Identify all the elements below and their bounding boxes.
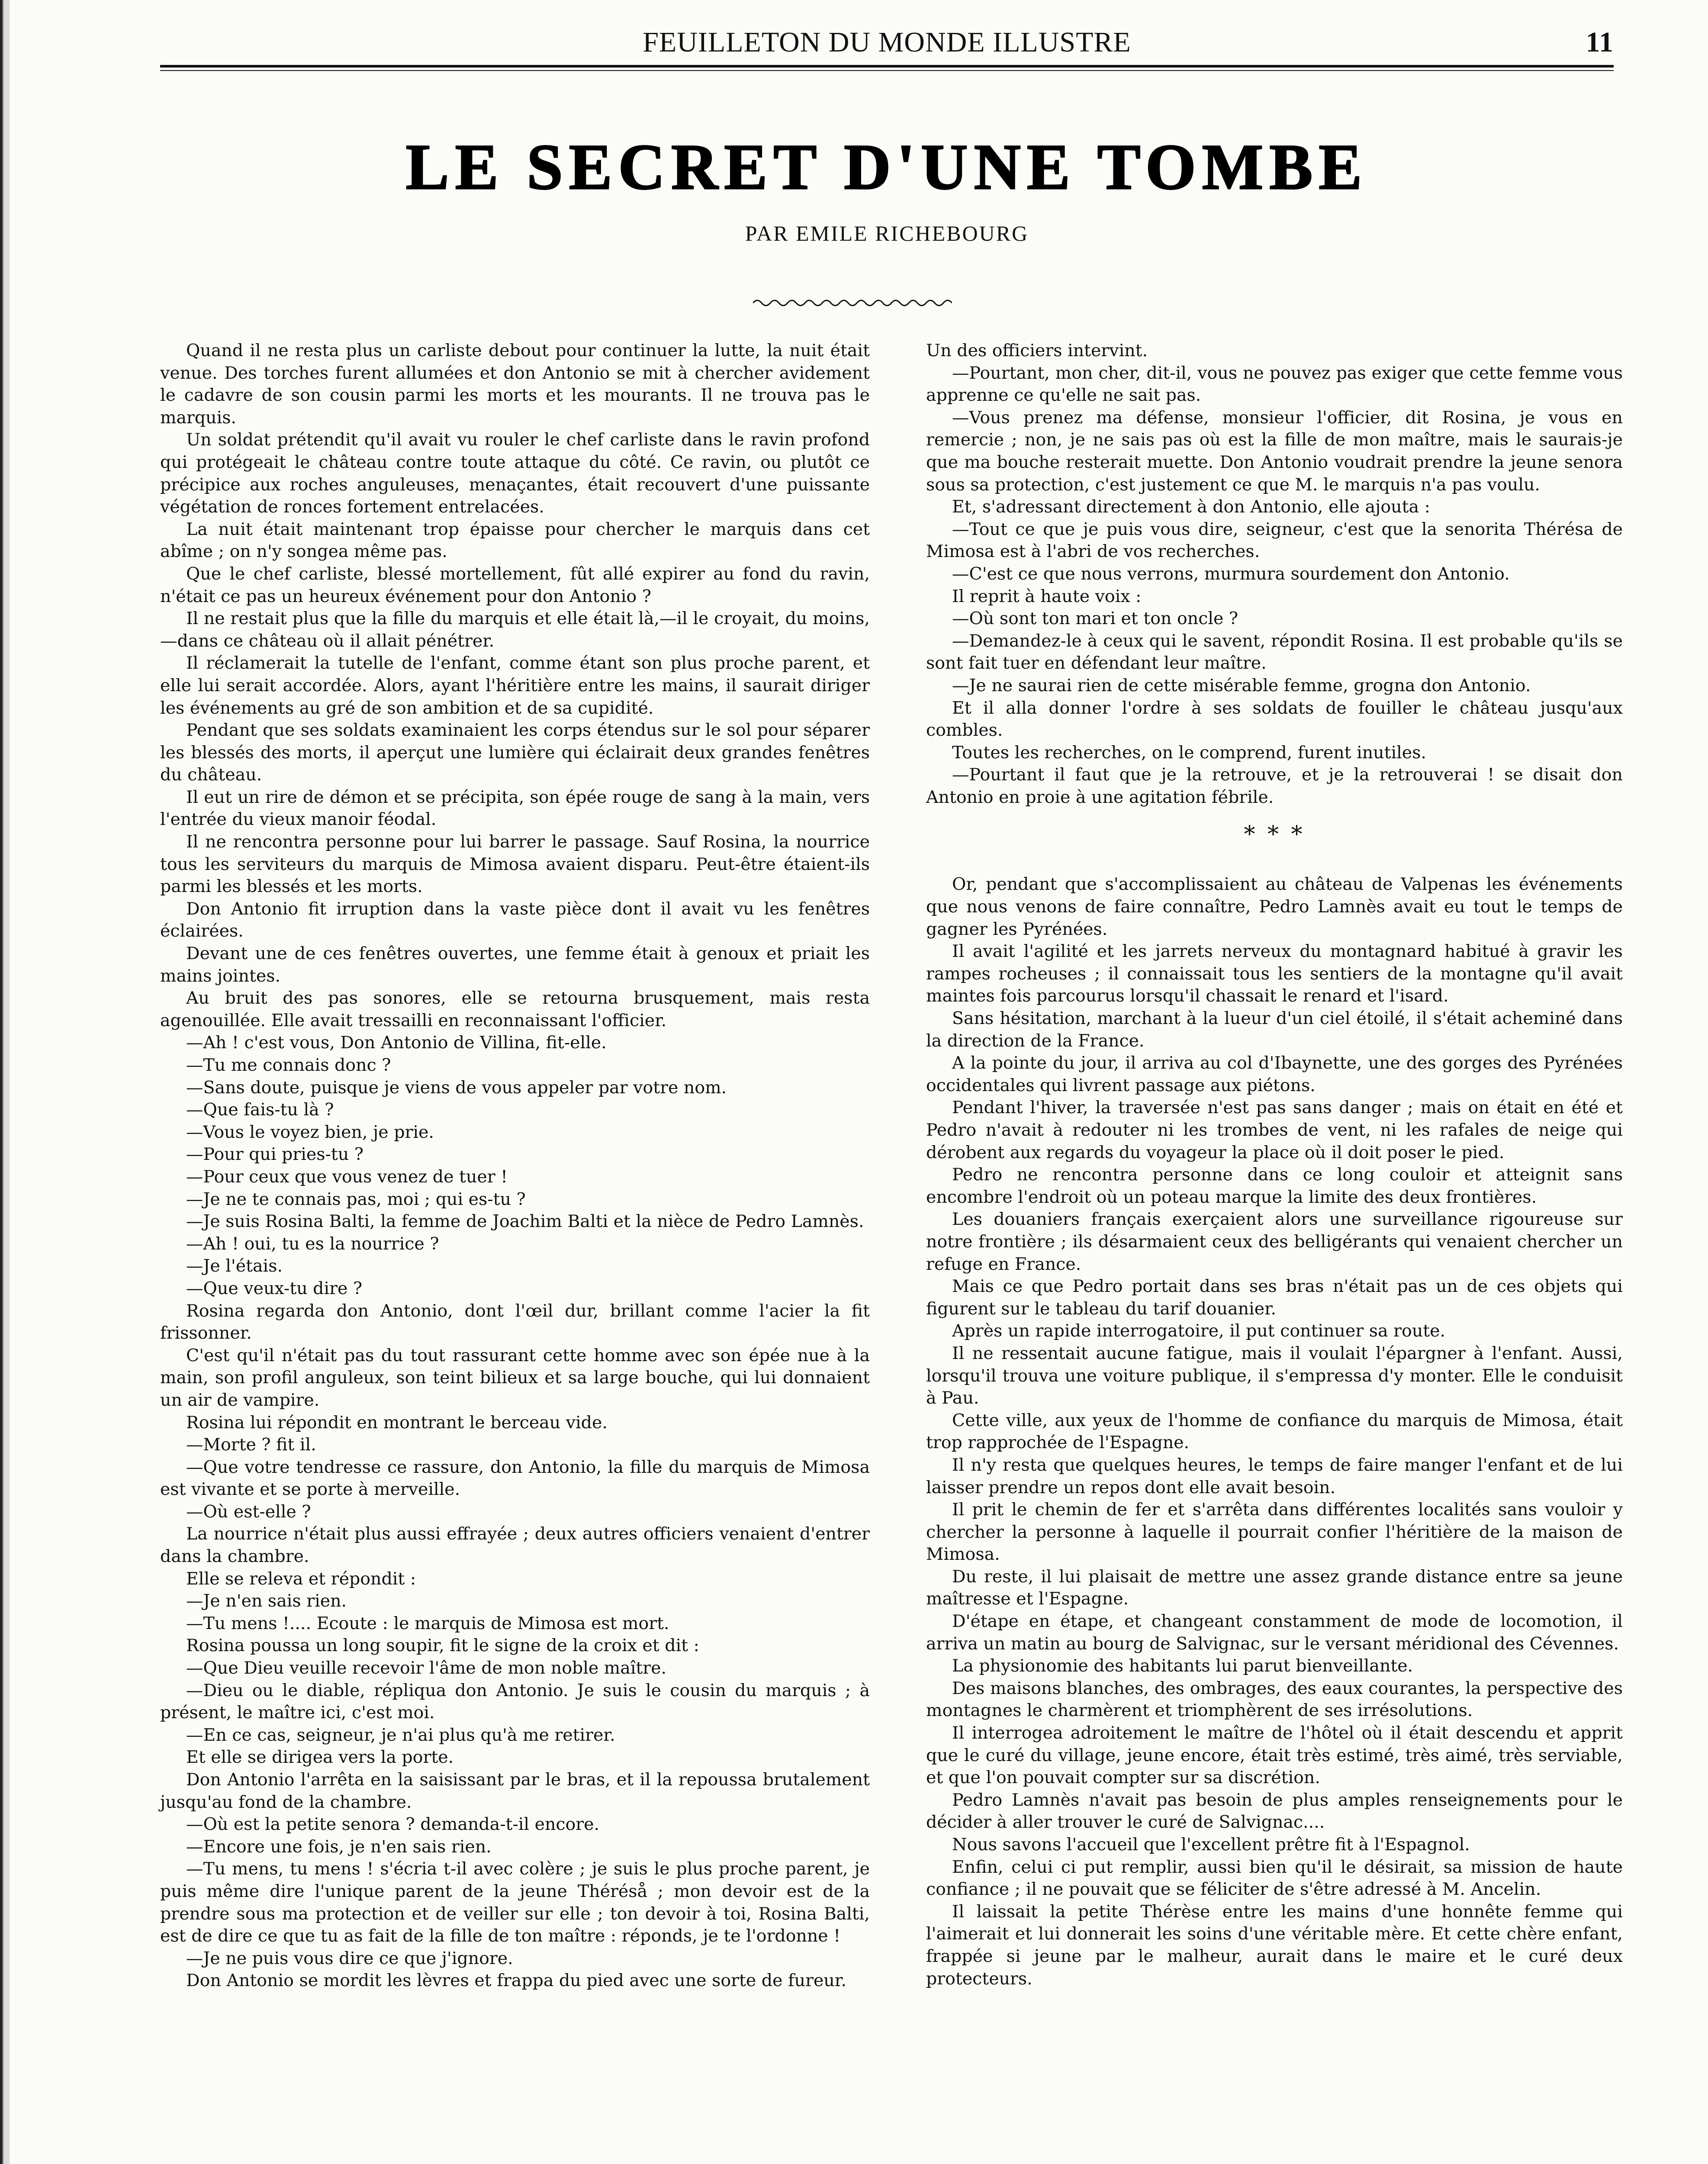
paragraph: Il prit le chemin de fer et s'arrêta dans différentes localités sans vouloir y chercher la personne à laquelle il pourrait confier l'héritière de la maison de Mimosa. xyxy=(926,1500,1623,1565)
right-column-part2 xyxy=(926,873,1623,1990)
header-rule-thin xyxy=(160,70,1614,71)
paragraph: —Je ne puis vous dire ce que j'ignore. xyxy=(186,1948,513,1968)
paragraph: Pendant que ses soldats examinaient les corps étendus sur le sol pour séparer les blessés des morts, il aperçut une lumière qui éclairait deux grandes fenêtres du château. xyxy=(160,720,870,785)
paragraph: Il interrogea adroitement le maître de l'hôtel où il était descendu et apprit que le curé du village, jeune encore, était très estimé, très aimé, très serviable, et que l'on pouvait compter sur sa discrétion. xyxy=(926,1723,1623,1788)
paragraph: Et il alla donner l'ordre à ses soldats de fouiller le château jusqu'aux combles. xyxy=(926,698,1623,741)
paragraph: Après un rapide interrogatoire, il put continuer sa route. xyxy=(952,1321,1446,1341)
paragraph: Mais ce que Pedro portait dans ses bras n'était pas un de ces objets qui figurent sur le tableau du tarif douanier. xyxy=(926,1276,1623,1319)
paragraph: —Que fais-tu là ? xyxy=(186,1100,334,1120)
paragraph: Cette ville, aux yeux de l'homme de confiance du marquis de Mimosa, était trop rapprochée de l'Espagne. xyxy=(926,1410,1623,1453)
paragraph: —Pour qui pries-tu ? xyxy=(186,1144,363,1165)
paragraph: —Sans doute, puisque je viens de vous appeler par votre nom. xyxy=(186,1077,727,1098)
paragraph: —Je suis Rosina Balti, la femme de Joachim Balti et la nièce de Pedro Lamnès. xyxy=(186,1211,864,1232)
paragraph: —Que votre tendresse ce rassure, don Antonio, la fille du marquis de Mimosa est vivante et se porte à merveille. xyxy=(160,1457,870,1500)
header-rule-thick xyxy=(160,65,1614,68)
paragraph: —Que veux-tu dire ? xyxy=(186,1278,363,1298)
paragraph: Il laissait la petite Thérèse entre les mains d'une honnête femme qui l'aimerait et lui donnerait les soins d'une véritable mère. Et cette chère enfant, frappée si jeune par le malheur, aurait dans le maire et le curé deux protecteurs. xyxy=(926,1901,1623,1989)
paragraph: Un soldat prétendit qu'il avait vu rouler le chef carliste dans le ravin profond qui protégeait le château contre toute attaque du côté. Ce ravin, ou plutôt ce précipice aux roches anguleuses, menaçantes, était recouvert d'une puissante végétation de ronces fortement entrelacées. xyxy=(160,430,870,517)
paragraph: Sans hésitation, marchant à la lueur d'un ciel étoilé, il s'était acheminé dans la direction de la France. xyxy=(926,1008,1623,1051)
paragraph: Rosina lui répondit en montrant le berceau vide. xyxy=(186,1412,608,1433)
paragraph: Toutes les recherches, on le comprend, furent inutiles. xyxy=(952,742,1426,763)
paragraph: Au bruit des pas sonores, elle se retourna brusquement, mais resta agenouillée. Elle avait tressailli en reconnaissant l'officier. xyxy=(160,988,870,1030)
paragraph: Rosina regarda don Antonio, dont l'œil dur, brillant comme l'acier la fit frissonner. xyxy=(160,1301,870,1343)
paragraph: Il reprit à haute voix : xyxy=(952,586,1142,606)
paragraph: Pendant l'hiver, la traversée n'est pas sans danger ; mais on était en été et Pedro n'avait à redouter ni les trombes de vent, ni les rafales de neige qui dérobent aux regards du voyageur la place où il doit poser le pied. xyxy=(926,1098,1623,1163)
paragraph: Quand il ne resta plus un carliste debout pour continuer la lutte, la nuit était venue. Des torches furent allumées et don Antonio se mit à chercher avidement le cadavre de son cousin parmi les morts et les mourants. Il ne trouva pas le marquis. xyxy=(160,341,870,428)
paragraph: —Tu mens !.... Ecoute : le marquis de Mimosa est mort. xyxy=(186,1613,669,1633)
paragraph: Devant une de ces fenêtres ouvertes, une femme était à genoux et priait les mains jointes. xyxy=(160,944,870,986)
paragraph: —Tu me connais donc ? xyxy=(186,1055,391,1075)
paragraph: Rosina poussa un long soupir, fit le signe de la croix et dit : xyxy=(186,1636,699,1656)
paragraph: Les douaniers français exerçaient alors une surveillance rigoureuse sur notre frontière ; ils désarmaient ceux des belligérants qui venaient chercher un refuge en France. xyxy=(926,1209,1623,1274)
paragraph: La physionomie des habitants lui parut bienveillante. xyxy=(952,1656,1413,1676)
paragraph: Il n'y resta que quelques heures, le temps de faire manger l'enfant et de lui laisser prendre un repos dont elle avait besoin. xyxy=(926,1455,1623,1497)
scan-edge xyxy=(0,0,10,2164)
paragraph: Don Antonio se mordit les lèvres et frappa du pied avec une sorte de fureur. xyxy=(186,1971,846,1991)
paragraph: Enfin, celui ci put remplir, aussi bien qu'il le désirait, sa mission de haute confiance ; il ne pouvait que se féliciter de s'être adressé à M. Ancelin. xyxy=(926,1857,1623,1900)
article-byline: PAR EMILE RICHEBOURG xyxy=(745,221,1029,245)
paragraph: —Morte ? fit il. xyxy=(186,1435,316,1455)
paragraph: —Où sont ton mari et ton oncle ? xyxy=(952,609,1238,629)
paragraph: Un des officiers intervint. xyxy=(926,341,1148,361)
paragraph: —Où est-elle ? xyxy=(186,1501,311,1522)
running-title: FEUILLETON DU MONDE ILLUSTRE xyxy=(643,26,1131,58)
paragraph: Pedro ne rencontra personne dans ce long couloir et atteignit sans encombre l'endroit où un poteau marque la limite des deux frontières. xyxy=(926,1165,1623,1207)
paragraph: A la pointe du jour, il arriva au col d'Ibaynette, une des gorges des Pyrénées occidentales qui livrent passage aux piétons. xyxy=(926,1053,1623,1095)
paragraph: —C'est ce que nous verrons, murmura sourdement don Antonio. xyxy=(952,564,1510,584)
paragraph: Il ne restait plus que la fille du marquis et elle était là,—il le croyait, du moins,—dans ce château où il allait pénétrer. xyxy=(160,609,870,651)
paragraph: La nuit était maintenant trop épaisse pour chercher le marquis dans cet abîme ; on n'y songea même pas. xyxy=(160,519,870,562)
paragraph: —Vous le voyez bien, je prie. xyxy=(186,1122,434,1142)
paragraph: —Je l'étais. xyxy=(186,1256,283,1276)
paragraph: —Tu mens, tu mens ! s'écria t-il avec colère ; je suis le plus proche parent, je puis même dire l'unique parent de la jeune Théréså ; mon devoir est de la prendre sous ma protection et de veiller sur elle ; ton devoir à toi, Rosina Balti, est de dire ce que tu as fait de la fille de ton maître : réponds, je te l'ordonne ! xyxy=(160,1859,870,1946)
paragraph: —Vous prenez ma défense, monsieur l'officier, dit Rosina, je vous en remercie ; non, je ne sais pas où est la fille de mon maître, mais le saurais-je que ma bouche resterait muette. Don Antonio voudrait prendre la jeune senora sous sa protection, c'est justement ce que M. le marquis n'a pas voulu. xyxy=(926,407,1623,495)
ornament-squiggle xyxy=(753,294,952,312)
paragraph: —Que Dieu veuille recevoir l'âme de mon noble maître. xyxy=(186,1658,667,1678)
right-column-part1 xyxy=(926,340,1623,808)
paragraph: —Pourtant, mon cher, dit-il, vous ne pouvez pas exiger que cette femme vous apprenne ce qu'elle ne sait pas. xyxy=(926,363,1623,406)
paragraph: —Demandez-le à ceux qui le savent, répondit Rosina. Il est probable qu'ils se sont fait tuer en défendant leur maître. xyxy=(926,631,1623,673)
paragraph: La nourrice n'était plus aussi effrayée ; deux autres officiers venaient d'entrer dans la chambre. xyxy=(160,1524,870,1567)
paragraph: —Je ne te connais pas, moi ; qui es-tu ? xyxy=(186,1189,526,1209)
section-break-asterism: * * * xyxy=(1244,821,1305,848)
paragraph: Don Antonio fit irruption dans la vaste pièce dont il avait vu les fenêtres éclairées. xyxy=(160,898,870,941)
paragraph: Il ne rencontra personne pour lui barrer le passage. Sauf Rosina, la nourrice tous les serviteurs du marquis de Mimosa avaient disparu. Peut-être étaient-ils parmi les blessés et les morts. xyxy=(160,832,870,897)
paragraph: Et elle se dirigea vers la porte. xyxy=(186,1747,454,1768)
paragraph: Or, pendant que s'accomplissaient au château de Valpenas les événements que nous venons de faire connaître, Pedro Lamnès avait eu tout le temps de gagner les Pyrénées. xyxy=(926,874,1623,939)
paragraph: Il avait l'agilité et les jarrets nerveux du montagnard habitué à gravir les rampes rocheuses ; il connaissait tous les sentiers de la montagne qu'il avait maintes fois parcourus lorsqu'il chassait le renard et l'isard. xyxy=(926,941,1623,1006)
paragraph: Il réclamerait la tutelle de l'enfant, comme étant son plus proche parent, et elle lui serait accordée. Alors, ayant l'héritière entre les mains, il saurait diriger les événements au gré de son ambition et de sa cupidité. xyxy=(160,653,870,718)
paragraph: Elle se releva et répondit : xyxy=(186,1568,416,1589)
article-title: LE SECRET D'UNE TOMBE xyxy=(405,131,1368,203)
paragraph: C'est qu'il n'était pas du tout rassurant cette homme avec son épée nue à la main, son profil anguleux, son teint bilieux et sa large bouche, qui lui donnaient un air de vampire. xyxy=(160,1345,870,1410)
paragraph: —Je n'en sais rien. xyxy=(186,1591,347,1611)
paragraph: Pedro Lamnès n'avait pas besoin de plus amples renseignements pour le décider à aller trouver le curé de Salvignac.... xyxy=(926,1790,1623,1832)
paragraph: —Ah ! c'est vous, Don Antonio de Villina, fit-elle. xyxy=(186,1033,607,1053)
page-number: 11 xyxy=(1586,26,1614,58)
paragraph: Il eut un rire de démon et se précipita, son épée rouge de sang à la main, vers l'entrée du vieux manoir féodal. xyxy=(160,787,870,830)
paragraph: Don Antonio l'arrêta en la saisissant par le bras, et il la repoussa brutalement jusqu'au fond de la chambre. xyxy=(160,1770,870,1812)
paragraph: —Tout ce que je puis vous dire, seigneur, c'est que la senorita Thérésa de Mimosa est à l'abri de vos recherches. xyxy=(926,519,1623,562)
paragraph: Il ne ressentait aucune fatigue, mais il voulait l'épargner à l'enfant. Aussi, lorsqu'il trouva une voiture publique, il s'empressa d'y monter. Elle le conduisit à Pau. xyxy=(926,1343,1623,1408)
paragraph: —Pour ceux que vous venez de tuer ! xyxy=(186,1166,508,1187)
paragraph: —Je ne saurai rien de cette misérable femme, grogna don Antonio. xyxy=(952,675,1531,696)
paragraph: Nous savons l'accueil que l'excellent prêtre fit à l'Espagnol. xyxy=(952,1835,1470,1855)
paragraph: Que le chef carliste, blessé mortellement, fût allé expirer au fond du ravin, n'était ce pas un heureux événement pour don Antonio ? xyxy=(160,564,870,606)
paragraph: —Où est la petite senora ? demanda-t-il encore. xyxy=(186,1814,600,1835)
left-column xyxy=(160,340,870,1992)
paragraph: —Pourtant il faut que je la retrouve, et je la retrouverai ! se disait don Antonio en proie à une agitation fébrile. xyxy=(926,765,1623,807)
paragraph: Du reste, il lui plaisait de mettre une assez grande distance entre sa jeune maîtresse et l'Espagne. xyxy=(926,1566,1623,1609)
paragraph: —En ce cas, seigneur, je n'ai plus qu'à me retirer. xyxy=(186,1725,615,1745)
paragraph: Des maisons blanches, des ombrages, des eaux courantes, la perspective des montagnes le charmèrent et triomphèrent de ses irrésolutions. xyxy=(926,1678,1623,1721)
paragraph: Et, s'adressant directement à don Antonio, elle ajouta : xyxy=(952,497,1430,517)
paragraph: —Ah ! oui, tu es la nourrice ? xyxy=(186,1233,439,1254)
paragraph: —Encore une fois, je n'en sais rien. xyxy=(186,1836,492,1857)
paragraph: —Dieu ou le diable, répliqua don Antonio. Je suis le cousin du marquis ; à présent, le maître ici, c'est moi. xyxy=(160,1680,870,1723)
running-header xyxy=(160,26,1614,61)
right-column xyxy=(926,340,1623,1990)
paragraph: D'étape en étape, et changeant constamment de mode de locomotion, il arriva un matin au bourg de Salvignac, sur le versant méridional des Cévennes. xyxy=(926,1611,1623,1654)
